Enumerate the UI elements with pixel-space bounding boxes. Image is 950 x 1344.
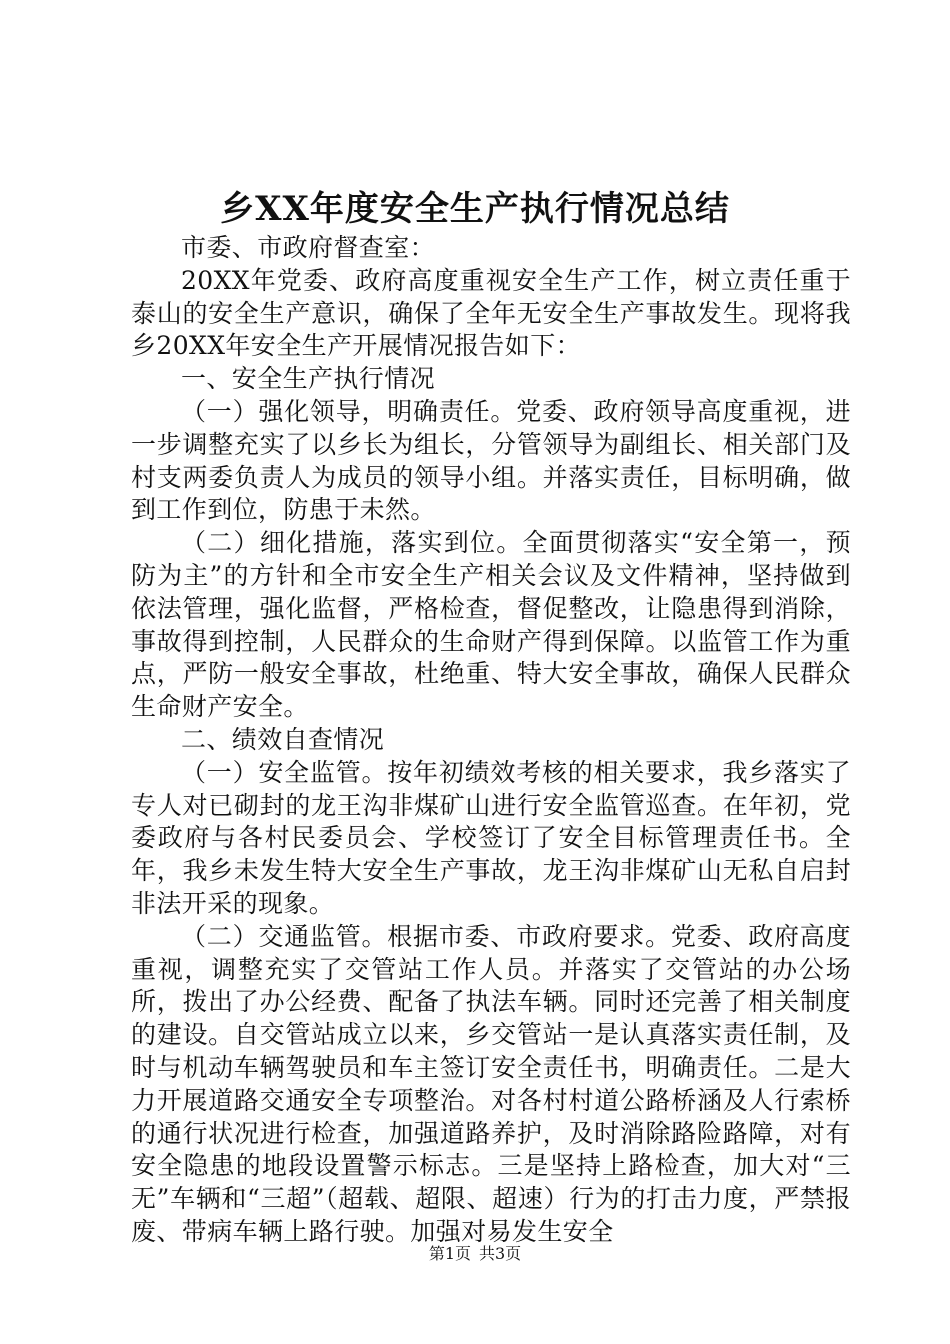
section-heading-1: 一、安全生产执行情况 — [181, 364, 436, 394]
page-number-total: 共3页 — [479, 1244, 522, 1263]
paragraph-2-1: （一）安全监管。按年初绩效考核的相关要求，我乡落实了专人对已砌封的龙王沟非煤矿山进行安全监管巡查。在年初，党委政府与各村民委员会、学校签订了安全目标管理责任书。全年，我乡未发生特大安全生产事故，龙王沟非煤矿山无私自启封非法开采的现象。 — [131, 757, 851, 918]
paragraph-intro: 20XX年党委、政府高度重视安全生产工作，树立责任重于泰山的安全生产意识，确保了全年无安全生产事故发生。现将我乡20XX年安全生产开展情况报告如下： — [131, 265, 851, 361]
page-number-current: 第1页 — [428, 1244, 471, 1263]
paragraph-2-2: （二）交通监管。根据市委、市政府要求。党委、政府高度重视，调整充实了交管站工作人员。并落实了交管站的办公场所，拨出了办公经费、配备了执法车辆。同时还完善了相关制度的建设。自交管站成立以来，乡交管站一是认真落实责任制，及时与机动车辆驾驶员和车主签订安全责任书，明确责任。二是大力开展道路交通安全专项整治。对各村村道公路桥涵及人行索桥的通行状况进行检查，加强道路养护，及时消除路险路障，对有安全隐患的地段设置警示标志。三是坚持上路检查，加大对“三无”车辆和“三超”（超载、超限、超速）行为的打击力度，严禁报废、带病车辆上路行驶。加强对易发生安全 — [131, 921, 851, 1246]
paragraph-1-2: （二）细化措施，落实到位。全面贯彻落实“安全第一，预防为主”的方针和全市安全生产相关会议及文件精神，坚持做到依法管理，强化监督，严格检查，督促整改，让隐患得到消除，事故得到控制，人民群众的生命财产得到保障。以监管工作为重点，严防一般安全事故，杜绝重、特大安全事故，确保人民群众生命财产安全。 — [131, 528, 851, 722]
document-title: 乡XX年度安全生产执行情况总结 — [220, 189, 730, 229]
paragraph-1-1: （一）强化领导，明确责任。党委、政府领导高度重视，进一步调整充实了以乡长为组长，分管领导为副组长、相关部门及村支两委负责人为成员的领导小组。并落实责任，目标明确，做到工作到位，防患于未然。 — [131, 396, 851, 525]
section-heading-2: 二、绩效自查情况 — [181, 724, 385, 754]
page-footer — [0, 1243, 950, 1265]
salutation: 市委、市政府督查室： — [181, 233, 436, 262]
document-body — [131, 232, 851, 1249]
